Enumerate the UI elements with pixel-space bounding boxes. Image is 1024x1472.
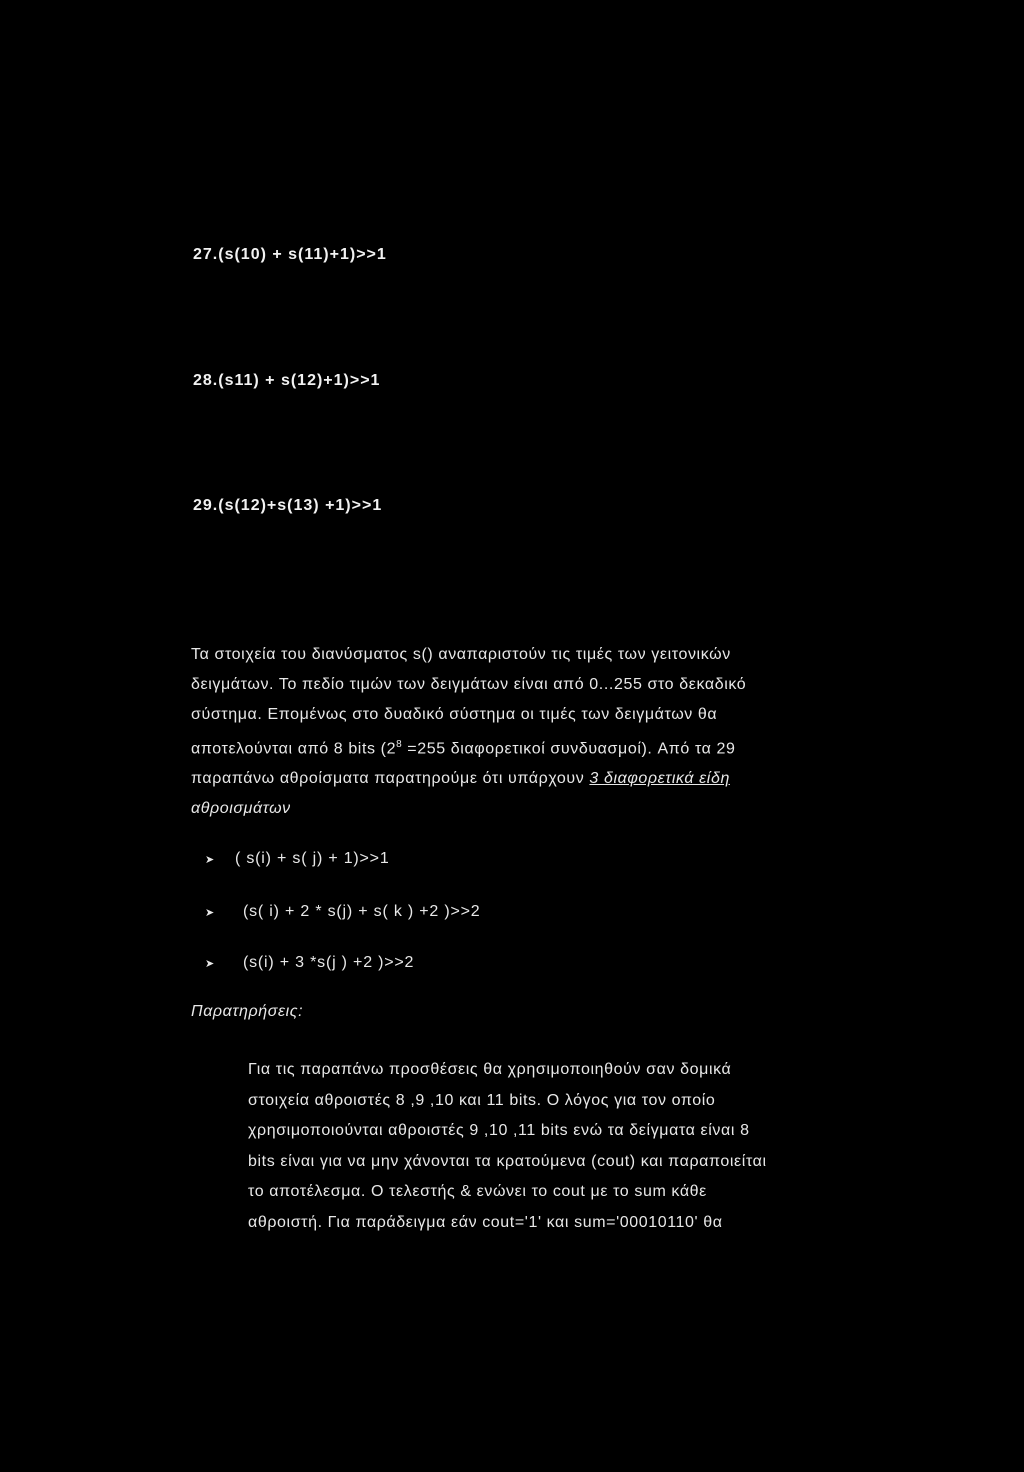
- paragraph-line: δειγμάτων. Το πεδίο τιμών των δειγμάτων είναι από 0...255 στο δεκαδικό: [191, 676, 747, 693]
- formula-27: 27.(s(10) + s(11)+1)>>1: [193, 246, 387, 263]
- notes-line: αθροιστή. Για παράδειγμα εάν cout='1' και sum='00010110' θα: [248, 1213, 723, 1231]
- underlined-emphasis: 3 διαφορετικά είδη: [589, 770, 730, 788]
- formula-29: 29.(s(12)+s(13) +1)>>1: [193, 497, 383, 514]
- superscript: 8: [396, 739, 403, 750]
- list-item: ➤ (s( i) + 2 * s(j) + s( k ) +2 )>>2: [205, 903, 481, 920]
- notes-line: Για τις παραπάνω προσθέσεις θα χρησιμοποιηθούν σαν δομικά: [248, 1061, 732, 1078]
- list-item: ➤ ( s(i) + s( j) + 1)>>1: [205, 850, 390, 867]
- arrow-bullet-icon: ➤: [205, 958, 216, 970]
- notes-paragraph: [248, 1055, 830, 1238]
- paragraph-line: παραπάνω αθροίσματα παρατηρούμε ότι υπάρχουν 3 διαφορετικά είδη: [191, 770, 730, 788]
- paragraph-line: σύστημα. Επομένως στο δυαδικό σύστημα οι τιμές των δειγμάτων θα: [191, 706, 718, 723]
- formula-28: 28.(s11) + s(12)+1)>>1: [193, 372, 381, 389]
- arrow-bullet-icon: ➤: [205, 854, 216, 866]
- notes-line: το αποτέλεσμα. Ο τελεστής & ενώνει το cout με το sum κάθε: [248, 1183, 707, 1200]
- main-paragraph: [191, 640, 831, 824]
- notes-line: στοιχεία αθροιστές 8 ,9 ,10 και 11 bits. Ο λόγος για τον οποίο: [248, 1091, 716, 1109]
- arrow-bullet-icon: ➤: [205, 907, 216, 919]
- notes-line: χρησιμοποιούνται αθροιστές 9 ,10 ,11 bits ενώ τα δείγματα είναι 8: [248, 1122, 750, 1139]
- paragraph-line: Τα στοιχεία του διανύσματος s() αναπαριστούν τις τιμές των γειτονικών: [191, 646, 731, 663]
- list-item: ➤ (s(i) + 3 *s(j ) +2 )>>2: [205, 954, 415, 971]
- paragraph-line: αποτελούνται από 8 bits ($2^8 =255$ διαφορετικοί συνδυασμοί). Από τα 29: [191, 739, 736, 758]
- notes-line: bits είναι για να μην χάνονται τα κρατούμενα (cout) και παραποιείται: [248, 1152, 767, 1170]
- notes-heading: Παρατηρήσεις:: [191, 1003, 304, 1020]
- paragraph-line: αθροισμάτων: [191, 800, 291, 818]
